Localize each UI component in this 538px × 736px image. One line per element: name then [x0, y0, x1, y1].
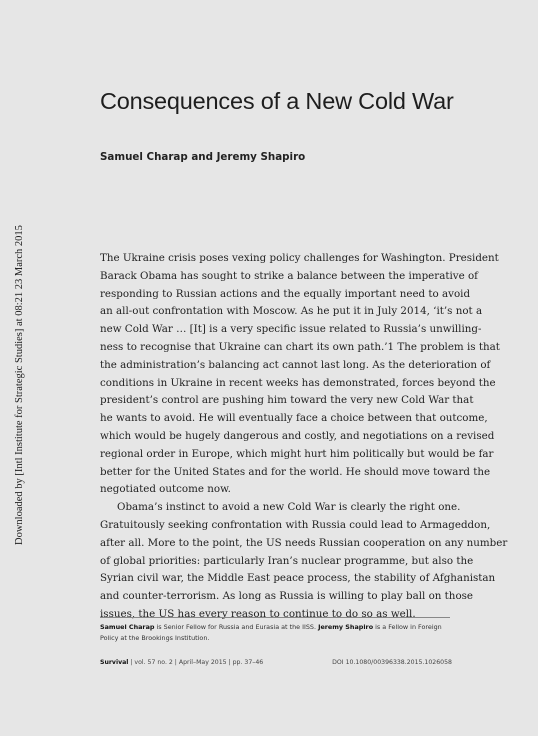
body-line: Barack Obama has sought to strike a balance between the imperative of [100, 269, 478, 282]
body-line: of global priorities: particularly Iran’s nuclear programme, but also the [100, 554, 474, 567]
body-line: Obama’s instinct to avoid a new Cold War is clearly the right one. [117, 501, 461, 514]
body-line: responding to Russian actions and the equally important need to avoid [100, 287, 471, 300]
body-line: and counter-terrorism. As long as Russia is willing to play ball on those [100, 590, 474, 603]
journal-name: Survival [100, 659, 129, 666]
author-footnote [100, 622, 452, 643]
body-line: president’s control are pushing him toward the very new Cold War that [100, 394, 474, 407]
footnote-author-2: Jeremy Shapiro [318, 623, 374, 631]
footnote-author-1: Samuel Charap [100, 623, 155, 631]
footnote-author-2-desc: is a Fellow in Foreign Policy at the Brookings Institution. [100, 623, 442, 642]
body-line: the administration’s balancing act cannot last long. As the deterioration of [100, 358, 491, 371]
body-line: ness to recognise that Ukraine can chart its own path.’1 The problem is that [100, 340, 500, 353]
body-line: Syrian civil war, the Middle East peace process, the stability of Afghanistan [100, 572, 496, 585]
body-line: conditions in Ukraine in recent weeks has demonstrated, forces beyond the [100, 376, 496, 389]
article-authors: Samuel Charap and Jeremy Shapiro [100, 151, 306, 163]
doi: DOI 10.1080/00396338.2015.1026058 [332, 659, 452, 666]
body-line: negotiated outcome now. [100, 483, 231, 496]
body-line: better for the United States and for the world. He should move toward the [100, 465, 491, 478]
body-line: which would be hugely dangerous and costly, and negotiations on a revised [100, 429, 495, 442]
body-line: Gratuitously seeking confrontation with Russia could lead to Armageddon, [100, 518, 491, 531]
body-line: an all-out confrontation with Moscow. As he put it in July 2014, ‘it’s not a [100, 305, 483, 318]
body-line: The Ukraine crisis poses vexing policy challenges for Washington. President [100, 252, 499, 264]
body-line: after all. More to the point, the US needs Russian cooperation on any number [100, 536, 508, 549]
download-watermark: Downloaded by [Intl Institute for Strategic Studies] at 08:21 23 March 2015 [14, 225, 25, 545]
article-title: Consequences of a New Cold War [100, 88, 454, 114]
body-line: he wants to avoid. He will eventually face a choice between that outcome, [100, 412, 488, 425]
article-body [100, 250, 508, 624]
footnote-divider [100, 617, 450, 618]
body-line: issues, the US has every reason to continue to do so as well. [100, 607, 416, 620]
page-footer [100, 659, 452, 666]
footnote-author-1-desc: is Senior Fellow for Russia and Eurasia at the IISS. [154, 623, 319, 631]
body-line: regional order in Europe, which might hurt him politically but would be far [100, 447, 494, 460]
journal-citation: | vol. 57 no. 2 | April–May 2015 | pp. 37–46 [128, 659, 264, 666]
body-line: new Cold War … [It] is a very specific issue related to Russia’s unwilling- [100, 323, 482, 336]
